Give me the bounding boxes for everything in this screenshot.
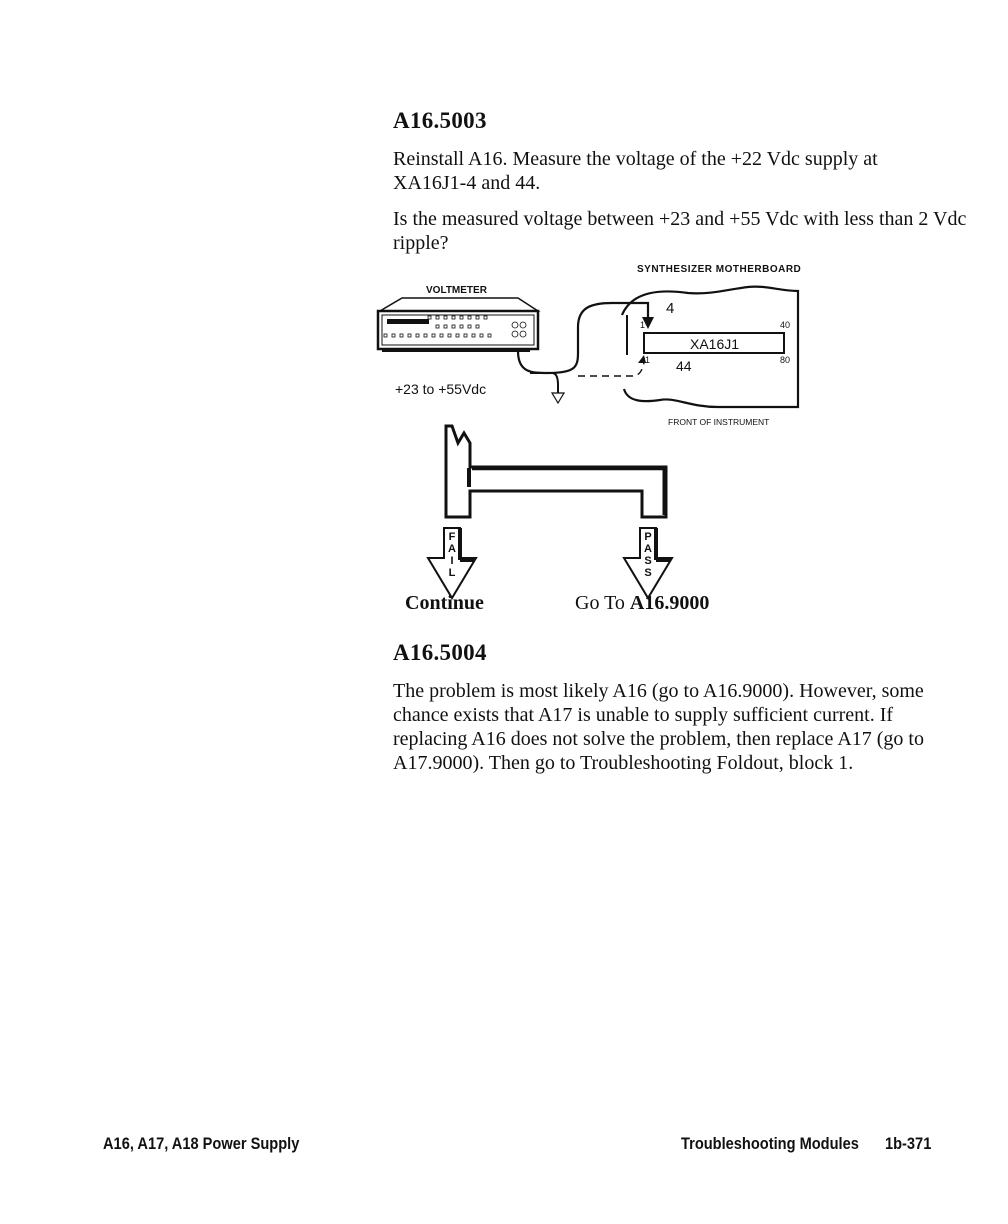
front-of-instrument-label: FRONT OF INSTRUMENT bbox=[668, 417, 770, 427]
footer-module-title: A16, A17, A18 Power Supply bbox=[103, 1134, 300, 1153]
voltmeter-label: VOLTMETER bbox=[426, 285, 487, 296]
footer-section-title: Troubleshooting Modules bbox=[681, 1134, 859, 1153]
connector-label: XA16J1 bbox=[690, 336, 740, 352]
fail-letter-3: I bbox=[450, 555, 454, 567]
pin-4-label: 4 bbox=[666, 300, 675, 317]
fail-letter-1: F bbox=[448, 531, 456, 543]
pass-letter-4: S bbox=[644, 567, 652, 579]
pin-41-label: 41 bbox=[640, 355, 651, 365]
fail-arrow bbox=[428, 528, 476, 598]
step-question: Is the measured voltage between +23 and +55 Vdc with less than 2 Vdc ripple? bbox=[393, 208, 967, 254]
pass-letter-3: S bbox=[644, 555, 652, 567]
motherboard-label: SYNTHESIZER MOTHERBOARD bbox=[637, 264, 802, 275]
step-instruction: Reinstall A16. Measure the voltage of the +22 Vdc supply at XA16J1-4 and 44. bbox=[393, 148, 878, 194]
pin-44-label: 44 bbox=[676, 358, 692, 374]
voltage-range-label: +23 to +55Vdc bbox=[395, 381, 487, 397]
pass-letter-2: A bbox=[644, 543, 652, 555]
voltmeter-icon bbox=[378, 298, 538, 351]
measurement-diagram bbox=[370, 255, 830, 627]
step-heading-5003: A16.5003 bbox=[393, 108, 487, 133]
pin-40-label: 40 bbox=[780, 320, 791, 330]
step-body: The problem is most likely A16 (go to A16.9000). However, some chance exists that A17 is unable to supply sufficient current. If replacing A16 does not solve the problem, then replace A17 (go to A17.9000). Then go to Troubleshooting Foldout, block 1. bbox=[393, 680, 924, 774]
pass-letter-1: P bbox=[644, 531, 652, 543]
pin-1-label: 1 bbox=[640, 320, 646, 330]
step-heading-5004: A16.5004 bbox=[393, 640, 487, 665]
pass-outcome-prefix: Go To bbox=[575, 592, 630, 614]
pin-80-label: 80 bbox=[780, 355, 791, 365]
fail-outcome-continue[interactable]: Continue bbox=[405, 592, 484, 614]
pass-arrow bbox=[624, 528, 672, 598]
pass-outcome-link[interactable] bbox=[575, 592, 709, 615]
fail-letter-4: L bbox=[448, 567, 456, 579]
pass-outcome-target: A16.9000 bbox=[629, 592, 710, 614]
footer-page-number: 1b-371 bbox=[885, 1134, 932, 1153]
decision-branch bbox=[446, 426, 666, 517]
fail-letter-2: A bbox=[448, 543, 456, 555]
